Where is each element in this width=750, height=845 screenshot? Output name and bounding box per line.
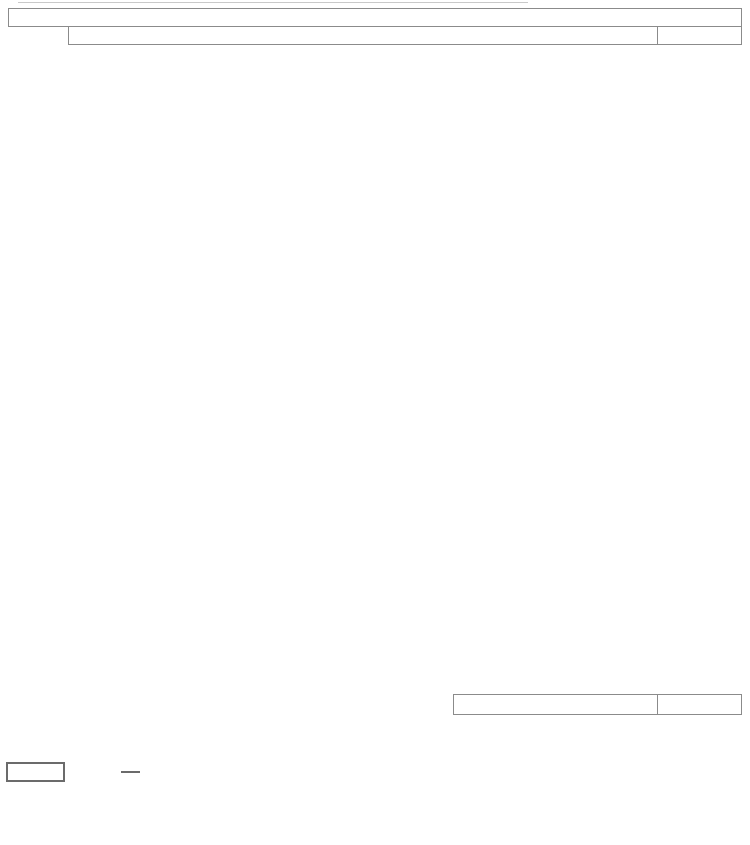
separator-dash [121,771,140,773]
manufacturer-row [8,8,742,27]
top-edge-line [18,2,528,3]
flange-row [453,694,658,715]
category-label-flange [658,694,742,715]
model-prefix-box [6,762,65,782]
range-row [68,26,658,45]
category-label-range [658,26,742,45]
